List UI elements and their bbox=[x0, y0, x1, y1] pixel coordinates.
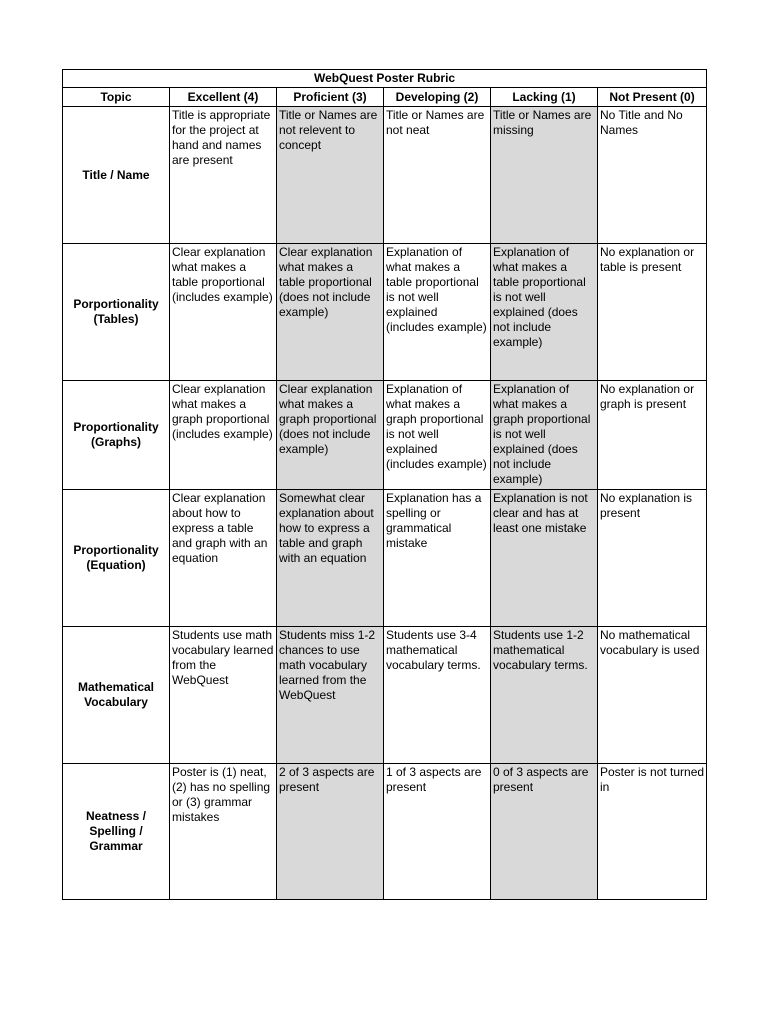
header-topic: Topic bbox=[63, 88, 170, 107]
table-cell: Students miss 1-2 chances to use math vocabulary learned from the WebQuest bbox=[277, 627, 384, 764]
table-cell: Explanation of what makes a graph proportional is not well explained (does not include example) bbox=[491, 381, 598, 490]
table-row bbox=[63, 627, 707, 764]
table-row bbox=[63, 490, 707, 627]
table-row bbox=[63, 244, 707, 381]
table-cell: Students use 1-2 mathematical vocabulary terms. bbox=[491, 627, 598, 764]
rubric-table bbox=[62, 69, 707, 900]
table-cell: 1 of 3 aspects are present bbox=[384, 764, 491, 900]
table-row bbox=[63, 764, 707, 900]
header-row bbox=[63, 88, 707, 107]
row-topic: Proportionality (Graphs) bbox=[63, 381, 170, 490]
table-cell: Students use 3-4 mathematical vocabulary terms. bbox=[384, 627, 491, 764]
table-cell: 0 of 3 aspects are present bbox=[491, 764, 598, 900]
table-cell: Somewhat clear explanation about how to express a table and graph with an equation bbox=[277, 490, 384, 627]
table-cell: 2 of 3 aspects are present bbox=[277, 764, 384, 900]
table-cell: Poster is not turned in bbox=[598, 764, 707, 900]
table-cell: Clear explanation what makes a graph proportional (does not include example) bbox=[277, 381, 384, 490]
header-lacking: Lacking (1) bbox=[491, 88, 598, 107]
table-cell: Clear explanation what makes a table proportional (includes example) bbox=[170, 244, 277, 381]
rubric-title: WebQuest Poster Rubric bbox=[63, 70, 707, 88]
title-row bbox=[63, 70, 707, 88]
table-cell: Explanation of what makes a graph proportional is not well explained (includes example) bbox=[384, 381, 491, 490]
table-row bbox=[63, 381, 707, 490]
table-cell: No explanation or table is present bbox=[598, 244, 707, 381]
row-topic: Title / Name bbox=[63, 107, 170, 244]
table-cell: Explanation of what makes a table proportional is not well explained (does not include example) bbox=[491, 244, 598, 381]
row-topic: Neatness / Spelling / Grammar bbox=[63, 764, 170, 900]
table-cell: Title or Names are missing bbox=[491, 107, 598, 244]
table-cell: Title or Names are not relevent to concept bbox=[277, 107, 384, 244]
table-cell: Explanation is not clear and has at least one mistake bbox=[491, 490, 598, 627]
table-cell: No explanation or graph is present bbox=[598, 381, 707, 490]
table-cell: Clear explanation what makes a graph proportional (includes example) bbox=[170, 381, 277, 490]
header-proficient: Proficient (3) bbox=[277, 88, 384, 107]
table-cell: Title or Names are not neat bbox=[384, 107, 491, 244]
table-cell: No explanation is present bbox=[598, 490, 707, 627]
header-excellent: Excellent (4) bbox=[170, 88, 277, 107]
table-row bbox=[63, 107, 707, 244]
table-cell: No Title and No Names bbox=[598, 107, 707, 244]
table-cell: Explanation has a spelling or grammatical mistake bbox=[384, 490, 491, 627]
table-cell: No mathematical vocabulary is used bbox=[598, 627, 707, 764]
header-not-present: Not Present (0) bbox=[598, 88, 707, 107]
row-topic: Mathematical Vocabulary bbox=[63, 627, 170, 764]
table-cell: Clear explanation what makes a table proportional (does not include example) bbox=[277, 244, 384, 381]
table-cell: Poster is (1) neat, (2) has no spelling or (3) grammar mistakes bbox=[170, 764, 277, 900]
row-topic: Proportionality (Equation) bbox=[63, 490, 170, 627]
header-developing: Developing (2) bbox=[384, 88, 491, 107]
table-cell: Title is appropriate for the project at hand and names are present bbox=[170, 107, 277, 244]
table-cell: Students use math vocabulary learned from the WebQuest bbox=[170, 627, 277, 764]
table-cell: Explanation of what makes a table proportional is not well explained (includes example) bbox=[384, 244, 491, 381]
row-topic: Porportionality (Tables) bbox=[63, 244, 170, 381]
table-cell: Clear explanation about how to express a table and graph with an equation bbox=[170, 490, 277, 627]
